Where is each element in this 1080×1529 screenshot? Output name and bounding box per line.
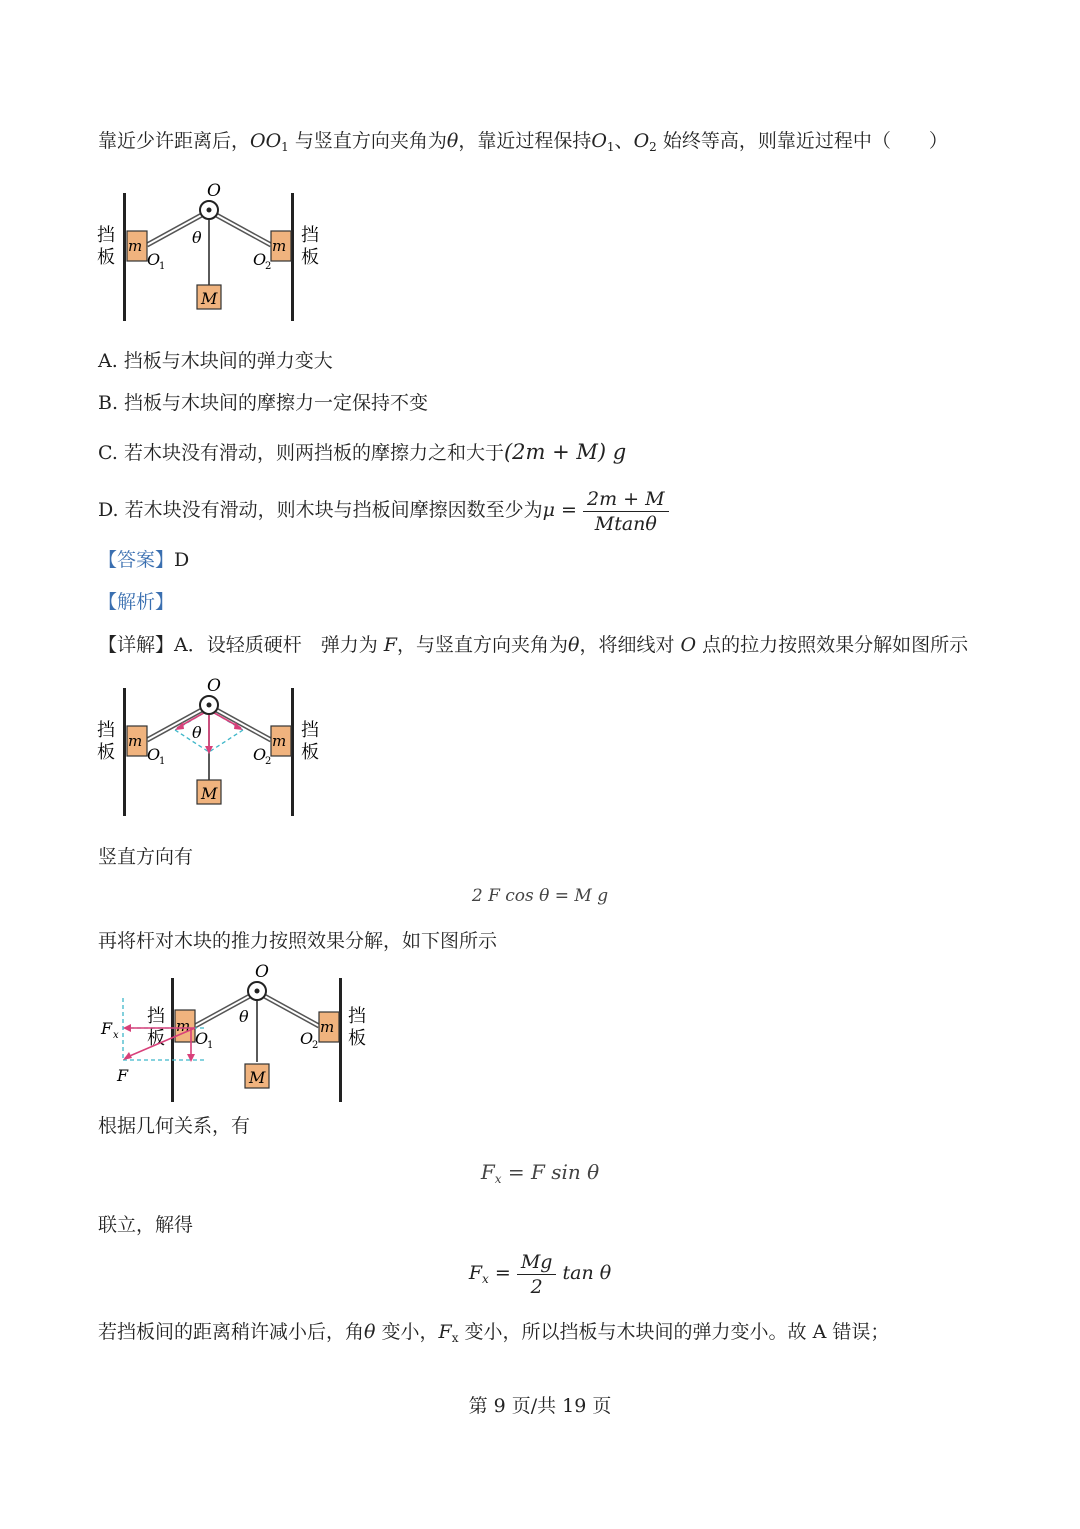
svg-text:板: 板 bbox=[147, 1028, 165, 1049]
svg-text:m: m bbox=[272, 732, 287, 750]
text-combine: 联立，解得 bbox=[98, 1214, 194, 1236]
svg-text:m: m bbox=[320, 1018, 335, 1036]
svg-text:θ: θ bbox=[192, 723, 202, 742]
svg-text:m: m bbox=[176, 1017, 191, 1035]
equation-1: 2 F cos θ = M g bbox=[471, 886, 609, 906]
svg-text:1: 1 bbox=[207, 1040, 214, 1051]
svg-text:O: O bbox=[207, 676, 221, 696]
analysis-tag: 【解析】 bbox=[98, 591, 175, 613]
svg-text:O: O bbox=[147, 745, 161, 764]
svg-text:m: m bbox=[128, 237, 143, 255]
svg-text:挡: 挡 bbox=[147, 1006, 165, 1027]
answer-line bbox=[98, 546, 189, 574]
svg-text:1: 1 bbox=[159, 261, 166, 272]
svg-text:2: 2 bbox=[265, 756, 272, 767]
svg-text:m: m bbox=[128, 732, 143, 750]
svg-text:O: O bbox=[253, 745, 267, 764]
svg-text:板: 板 bbox=[97, 742, 115, 763]
svg-text:m: m bbox=[272, 237, 287, 255]
svg-text:M: M bbox=[201, 289, 218, 308]
svg-text:2: 2 bbox=[312, 1040, 319, 1051]
option-b: B. 挡板与木块间的摩擦力一定保持不变 bbox=[98, 392, 429, 414]
svg-text:O: O bbox=[253, 250, 267, 269]
page-footer: 第 9 页/共 19 页 bbox=[468, 1395, 612, 1417]
detail-line: 【详解】A．设轻质硬杆 弹力为 F，与竖直方向夹角为θ，将细线对 O 点的拉力按照效果分解如图所示 bbox=[98, 634, 969, 656]
svg-text:O: O bbox=[255, 962, 269, 982]
board-label-right-2: 板 bbox=[301, 247, 319, 268]
svg-text:θ: θ bbox=[192, 228, 202, 247]
board-label-right-1: 挡 bbox=[301, 225, 319, 246]
option-c: C. 若木块没有滑动，则两挡板的摩擦力之和大于(2m + M) g bbox=[98, 440, 627, 464]
board-label-left-2: 板 bbox=[97, 247, 115, 268]
equation-3: $F_x$ = $\frac{Mg}{2}$ tan θ bbox=[468, 1250, 612, 1298]
svg-text:M: M bbox=[249, 1068, 266, 1087]
option-a: A. 挡板与木块间的弹力变大 bbox=[98, 350, 333, 372]
answer-tag: 【答案】 bbox=[98, 549, 175, 571]
board-label-left-1: 挡 bbox=[97, 225, 115, 246]
svg-text:x: x bbox=[113, 1030, 119, 1041]
answer-value: D bbox=[174, 549, 190, 571]
svg-text:F: F bbox=[101, 1019, 113, 1038]
svg-text:板: 板 bbox=[348, 1028, 366, 1049]
svg-text:2: 2 bbox=[265, 261, 272, 272]
figure-1 bbox=[95, 175, 345, 325]
svg-text:M: M bbox=[201, 784, 218, 803]
svg-text:O: O bbox=[207, 181, 221, 201]
svg-text:O: O bbox=[147, 250, 161, 269]
text-geometry: 根据几何关系，有 bbox=[98, 1115, 251, 1137]
svg-text:挡: 挡 bbox=[301, 720, 319, 741]
svg-text:1: 1 bbox=[159, 756, 166, 767]
svg-text:F: F bbox=[117, 1066, 129, 1085]
option-d: D. 若木块没有滑动，则木块与挡板间摩擦因数至少为μ = $\frac{2m + M}{Mtan\theta}$ bbox=[98, 484, 669, 536]
text-decompose: 再将杆对木块的推力按照效果分解，如下图所示 bbox=[98, 930, 498, 952]
svg-text:挡: 挡 bbox=[97, 720, 115, 741]
text-conclusion: 若挡板间的距离稍许减小后，角θ 变小，$F_x$ 变小，所以挡板与木块间的弹力变小。故 A 错误； bbox=[98, 1321, 890, 1345]
figure-3 bbox=[95, 960, 385, 1110]
svg-text:板: 板 bbox=[301, 742, 319, 763]
equation-2: $F_x = F$ sin θ bbox=[480, 1160, 600, 1186]
figure-2 bbox=[95, 670, 345, 820]
svg-text:挡: 挡 bbox=[348, 1006, 366, 1027]
svg-text:O: O bbox=[300, 1029, 314, 1048]
text-vertical: 竖直方向有 bbox=[98, 846, 194, 868]
svg-text:O: O bbox=[195, 1029, 209, 1048]
svg-text:θ: θ bbox=[239, 1007, 249, 1026]
question-stem: 靠近少许距离后，$OO_1$ 与竖直方向夹角为θ，靠近过程保持$O_1$、$O_2$ 始终等高，则靠近过程中（ ） bbox=[98, 130, 948, 154]
